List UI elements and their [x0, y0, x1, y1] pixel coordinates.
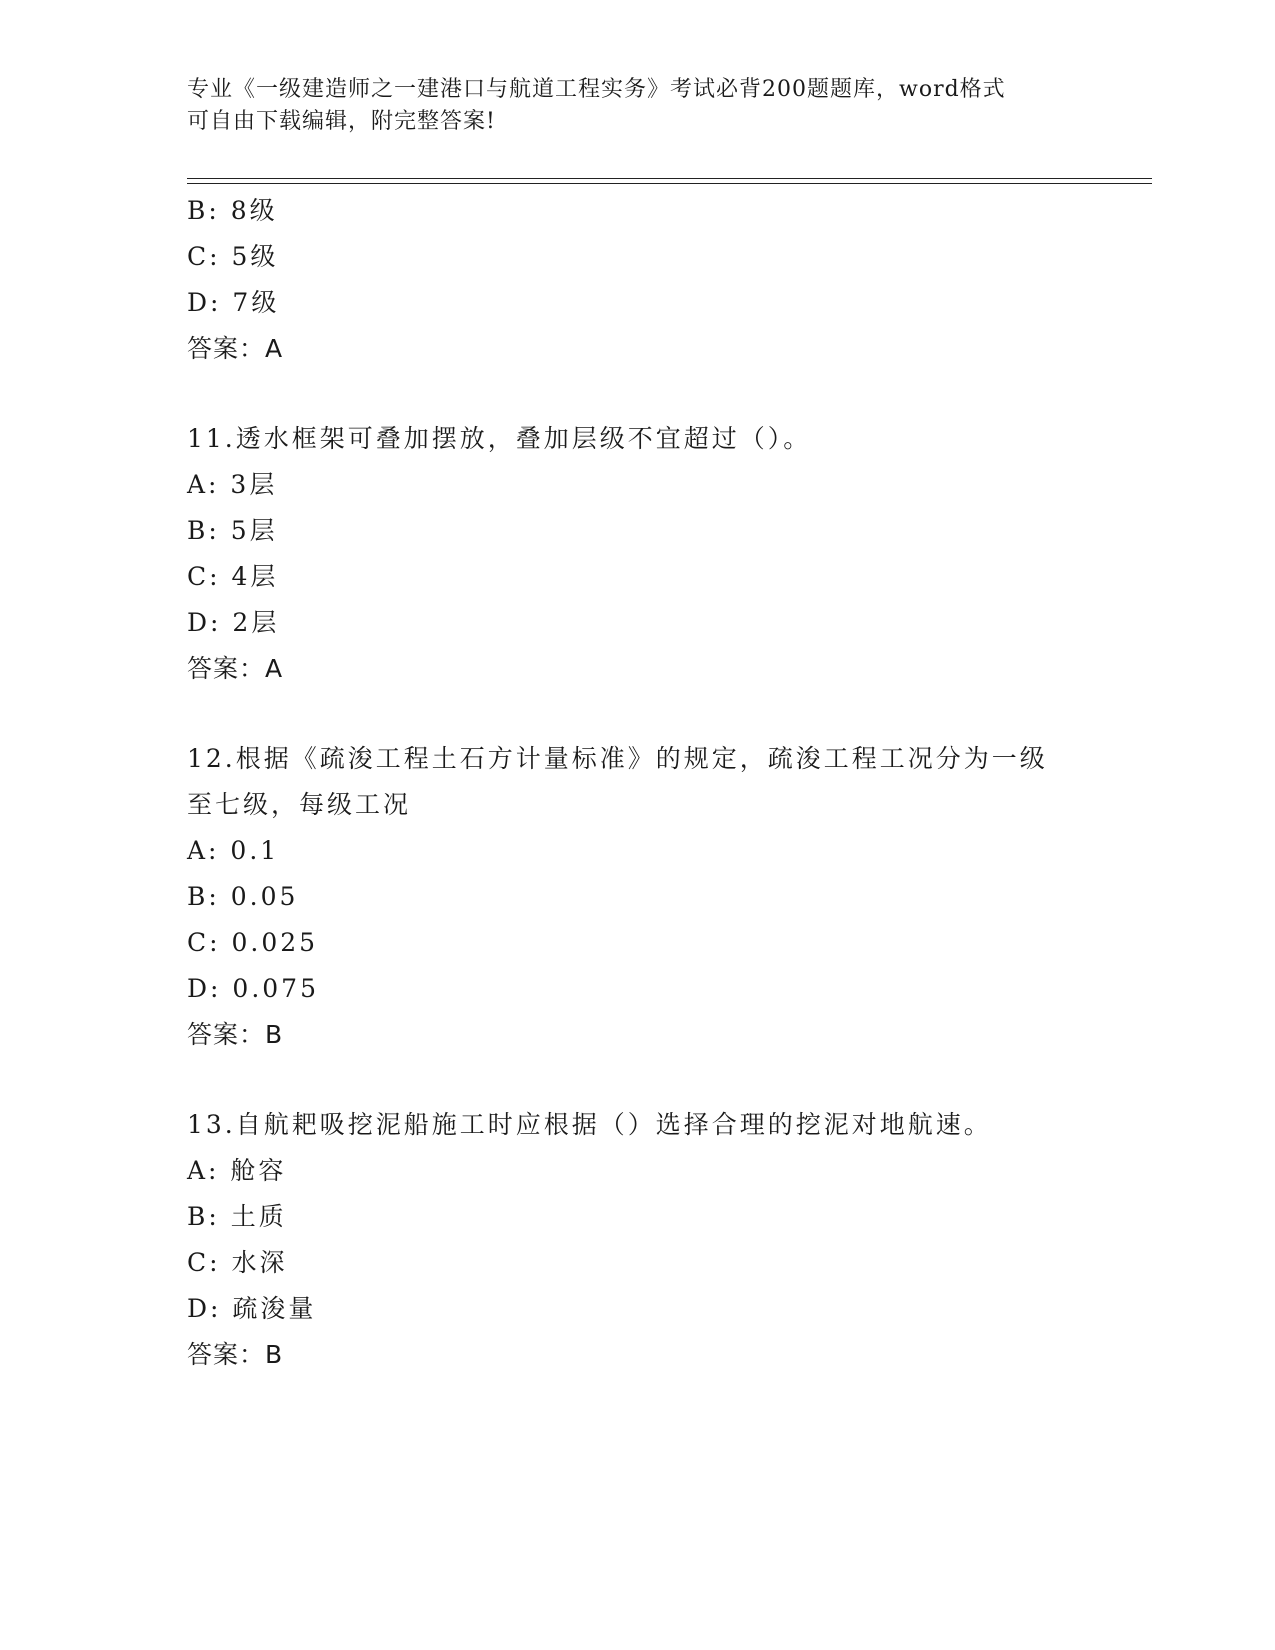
question-text-continued: 至七级，每级工况 [187, 790, 412, 819]
option-c: C: 4层 [187, 562, 279, 591]
header-rule-bottom [187, 183, 1152, 184]
header-line-2: 可自由下载编辑，附完整答案! [187, 109, 496, 134]
option-b: B: 土质 [187, 1202, 287, 1231]
option-d: D: 疏浚量 [187, 1294, 317, 1323]
question-text: 13.自航耙吸挖泥船施工时应根据（）选择合理的挖泥对地航速。 [187, 1110, 992, 1139]
option-b: B: 5层 [187, 516, 278, 545]
option-d: D: 7级 [187, 288, 280, 317]
option-c: C: 水深 [187, 1248, 288, 1277]
option-b: B: 0.05 [187, 882, 299, 911]
answer: 答案：A [187, 334, 284, 363]
question-text: 11.透水框架可叠加摆放，叠加层级不宜超过（）。 [187, 424, 812, 453]
header-line-1: 专业《一级建造师之一建港口与航道工程实务》考试必背200题题库，word格式 [187, 77, 1006, 102]
option-d: D: 2层 [187, 608, 280, 637]
option-a: A: 0.1 [187, 836, 280, 865]
question-stem [187, 736, 1087, 828]
option-a: A: 舱容 [187, 1156, 287, 1185]
option-a: A: 3层 [187, 470, 278, 499]
question-list [187, 188, 1087, 1378]
answer: 答案：A [187, 654, 284, 683]
answer: 答案：B [187, 1020, 284, 1049]
header-rule-top [187, 178, 1152, 179]
question-text: 12.根据《疏浚工程土石方计量标准》的规定，疏浚工程工况分为一级 [187, 744, 1048, 773]
option-d: D: 0.075 [187, 974, 319, 1003]
option-c: C: 5级 [187, 242, 279, 271]
option-b: B: 8级 [187, 196, 278, 225]
question-stem [187, 1102, 1087, 1148]
answer: 答案：B [187, 1340, 284, 1369]
document-header [187, 74, 1067, 138]
option-c: C: 0.025 [187, 928, 319, 957]
question-stem [187, 416, 1087, 462]
